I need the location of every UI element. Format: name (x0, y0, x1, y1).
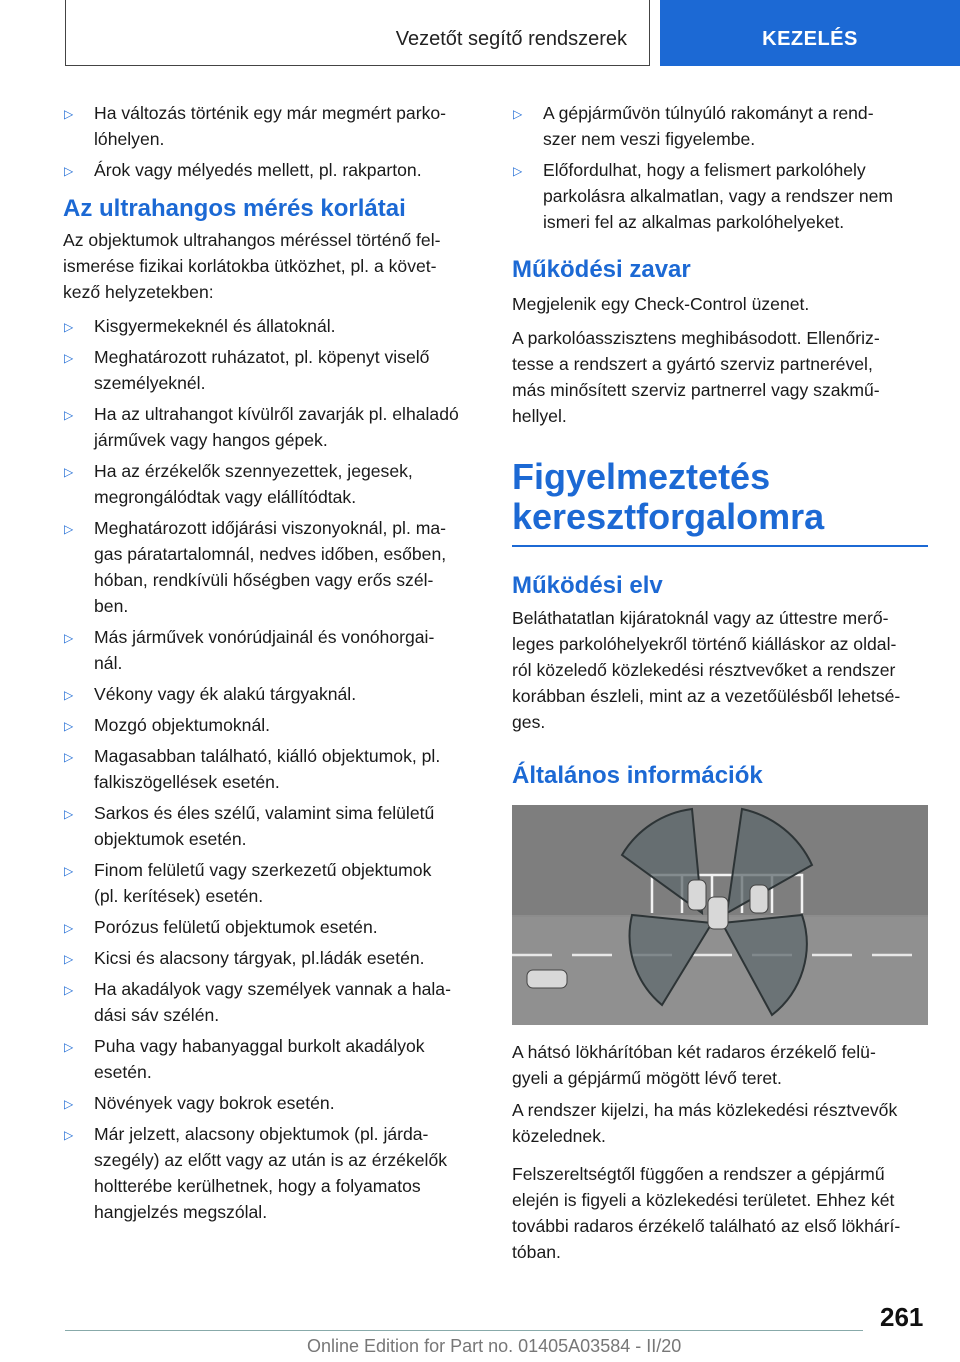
ultrasonic-limits-paragraph: Az objektumok ultrahangos méréssel történő fel- ismerése fizikai korlátokba ütközhet, pl. a követ- kező helyzetekben: (63, 230, 441, 302)
list-item (63, 1121, 477, 1225)
list-item-text: Puha vagy habanyaggal burkolt akadályok esetén. (94, 1036, 425, 1082)
bullet-triangle-icon: ▷ (64, 465, 74, 479)
footer-edition-text: Online Edition for Part no. 01405A03584 - II/20 (307, 1336, 682, 1356)
list-item-text: A gépjárművön túlnyúló rakományt a rend- szer nem veszi figyelembe. (543, 103, 874, 149)
list-item-text: Magasabban található, kiálló objektumok, pl. falkiszögellések esetén. (94, 746, 441, 792)
bullet-triangle-icon: ▷ (64, 1040, 74, 1054)
list-item-text: Ha az érzékelők szennyezettek, jegesek, megrongálódtak vagy elállítódtak. (94, 461, 413, 507)
list-item (63, 624, 477, 676)
bullet-triangle-icon: ▷ (64, 1128, 74, 1142)
bullet-triangle-icon: ▷ (64, 320, 74, 334)
list-item (63, 1033, 477, 1085)
list-item-text: Árok vagy mélyedés mellett, pl. rakparton. (94, 160, 422, 180)
principle-heading: Működési elv (512, 571, 663, 599)
list-item-text: Porózus felületű objektumok esetén. (94, 917, 378, 937)
header-section-box (65, 0, 650, 66)
bullet-triangle-icon: ▷ (64, 107, 74, 121)
list-item (512, 100, 928, 152)
list-item (512, 157, 928, 235)
header-section-title: Vezetőt segítő rendszerek (395, 28, 627, 50)
list-item (63, 313, 477, 339)
right-column (512, 100, 928, 1265)
list-item (63, 800, 477, 852)
illustration-svg (512, 805, 928, 1025)
list-item-text: Más járművek vonórúdjainál és vonóhorgai- nál. (94, 627, 435, 673)
list-item-text: Vékony vagy ék alakú tárgyaknál. (94, 684, 357, 704)
malfunction-p1: Megjelenik egy Check-Control üzenet. (512, 294, 810, 314)
right-list (512, 100, 928, 235)
chapter-title-rule (512, 545, 928, 547)
bullet-triangle-icon: ▷ (64, 164, 74, 178)
list-item (63, 1090, 477, 1116)
bullet-triangle-icon: ▷ (64, 983, 74, 997)
list-item (63, 100, 477, 152)
ultrasonic-limits-heading: Az ultrahangos mérés korlátai (63, 195, 406, 222)
chapter-title: Figyelmeztetés keresztforgalomra (512, 456, 825, 537)
left-column (63, 100, 477, 1230)
list-item-text: Sarkos és éles szélű, valamint sima felületű objektumok esetén. (94, 803, 435, 849)
bullet-triangle-icon: ▷ (64, 952, 74, 966)
general-info-heading: Általános információk (512, 761, 763, 789)
list-item-text: Növények vagy bokrok esetén. (94, 1093, 335, 1113)
bullet-triangle-icon: ▷ (64, 631, 74, 645)
bullet-triangle-icon: ▷ (64, 688, 74, 702)
list-item (63, 157, 477, 183)
bullet-triangle-icon: ▷ (513, 107, 523, 121)
bullet-triangle-icon: ▷ (64, 522, 74, 536)
list-item (63, 945, 477, 971)
cross-traffic-illustration (512, 805, 928, 1025)
footer-rule (65, 1330, 863, 1331)
bullet-triangle-icon: ▷ (64, 921, 74, 935)
bullet-triangle-icon: ▷ (64, 408, 74, 422)
figure-caption: A hátsó lökhárítóban két radaros érzékelő felü- gyeli a gépjármű mögött lévő teret. (512, 1041, 876, 1088)
bullet-triangle-icon: ▷ (64, 351, 74, 365)
list-item (63, 401, 477, 453)
bullet-triangle-icon: ▷ (64, 719, 74, 733)
malfunction-p2: A parkolóasszisztens meghibásodott. Ellenőriz- tesse a rendszert a gyártó szerviz partnerével, más minősített szerviz partnerrel vagy szakmű- hellyel. (512, 328, 880, 426)
list-item (63, 712, 477, 738)
list-item (63, 344, 477, 396)
list-item-text: Ha az ultrahangot kívülről zavarják pl. elhaladó járművek vagy hangos gépek. (94, 404, 459, 450)
list-item-text: Előfordulhat, hogy a felismert parkolóhely parkolásra alkalmatlan, vagy a rendszer nem ismeri fel az alkalmas parkolóhelyeket. (543, 160, 894, 232)
list-item-text: Meghatározott ruházatot, pl. köpenyt viselő személyeknél. (94, 347, 430, 393)
list-item (63, 914, 477, 940)
bullet-triangle-icon: ▷ (513, 164, 523, 178)
bullet-triangle-icon: ▷ (64, 864, 74, 878)
principle-paragraph: Beláthatatlan kijáratoknál vagy az úttestre merő- leges parkolóhelyekről történő kiálláskor az oldal- ról közeledő közlekedési résztvevőket a rendszer korábban észleli, mint az a vezetőülésből lehetsé- ges. (512, 607, 901, 732)
list-item-text: Mozgó objektumoknál. (94, 715, 271, 735)
list-item (63, 857, 477, 909)
bullet-triangle-icon: ▷ (64, 807, 74, 821)
list-item-text: Finom felületű vagy szerkezetű objektumok (pl. kerítések) esetén. (94, 860, 432, 906)
page-number: 261 (880, 1302, 924, 1332)
list-item (63, 976, 477, 1028)
header-chapter-label: KEZELÉS (762, 28, 858, 50)
list-item (63, 515, 477, 619)
bullet-triangle-icon: ▷ (64, 1097, 74, 1111)
list-item-text: Meghatározott időjárási viszonyoknál, pl. ma- gas páratartalomnál, nedves időben, esőben, hóban, rendkívüli hőségben vagy erős szél- ben. (94, 518, 447, 616)
list-item-text: Kisgyermekeknél és állatoknál. (94, 316, 336, 336)
list-item (63, 458, 477, 510)
list-item (63, 743, 477, 795)
intro-list (63, 100, 477, 183)
list-item-text: Már jelzett, alacsony objektumok (pl. járda- szegély) az előtt vagy az után is az érzékelők holtterébe kerülhetnek, hogy a folyamatos hangjelzés megszólal. (94, 1124, 448, 1222)
list-item-text: Ha változás történik egy már megmért parko- lóhelyen. (94, 103, 447, 149)
front-sensors-paragraph: Felszereltségtől függően a rendszer a gépjármű elején is figyeli a közlekedési területet. Ehhez két további radaros érzékelő található az első lökhárí- tóban. (512, 1163, 901, 1262)
list-item-text: Ha akadályok vagy személyek vannak a hala- dási sáv szélén. (94, 979, 451, 1025)
limits-list (63, 313, 477, 1225)
header-chapter-tab (660, 0, 960, 66)
list-item-text: Kicsi és alacsony tárgyak, pl.ládák esetén. (94, 948, 425, 968)
bullet-triangle-icon: ▷ (64, 750, 74, 764)
list-item (63, 681, 477, 707)
system-display-paragraph: A rendszer kijelzi, ha más közlekedési résztvevők közelednek. (512, 1099, 898, 1146)
malfunction-heading: Működési zavar (512, 256, 691, 283)
